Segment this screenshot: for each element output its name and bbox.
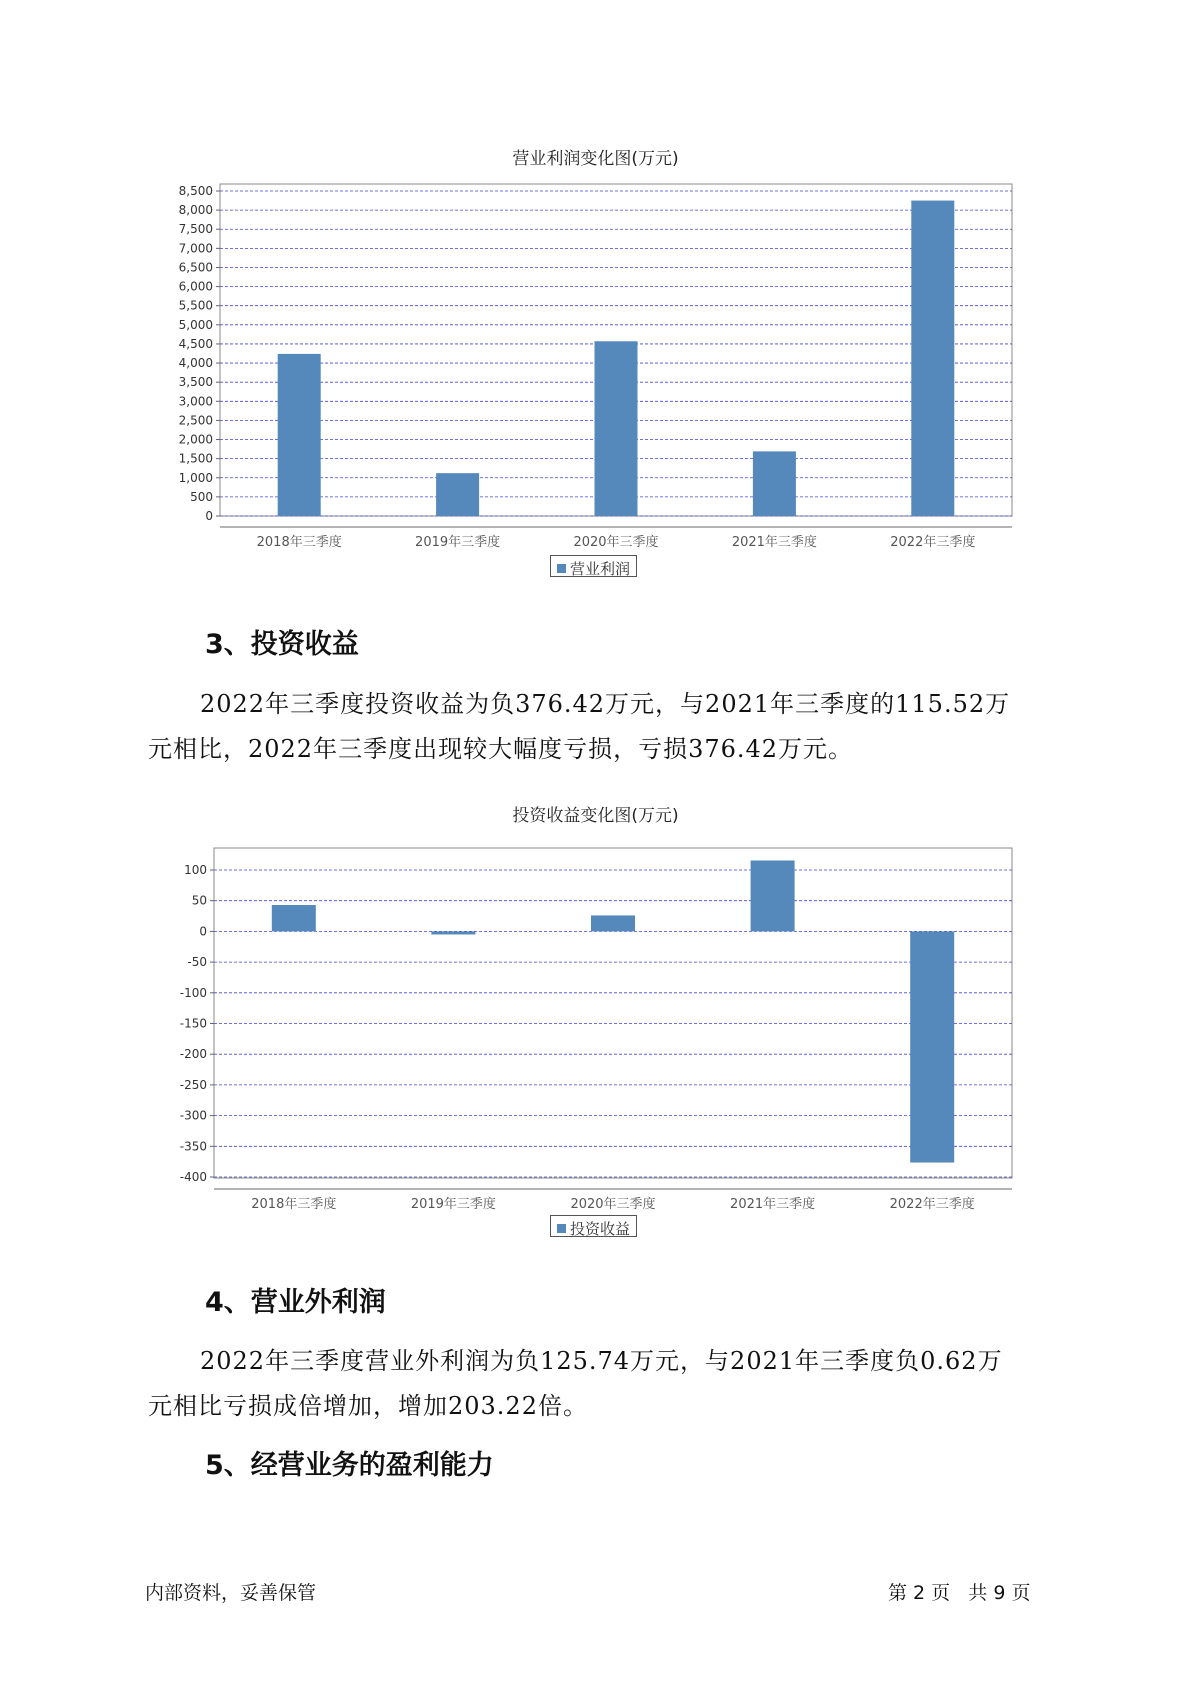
bar [272,905,316,931]
y-tick-label: -400 [179,1170,207,1184]
bar [591,915,635,931]
x-tick-label: 2019年三季度 [415,535,501,550]
y-tick-label: -200 [179,1047,207,1062]
legend-swatch [557,564,566,573]
chart2-legend-label: 投资收益 [570,1220,631,1238]
y-tick-label: 6,500 [178,260,213,275]
chart1-legend-label: 营业利润 [570,560,631,578]
y-tick-label: 5,500 [178,298,213,313]
y-tick-label: 4,000 [178,356,213,371]
y-tick-label: 500 [190,489,213,504]
y-tick-label: 1,500 [178,451,213,466]
section3-heading: 3、投资收益 [205,629,359,660]
y-tick-label: 6,000 [178,279,213,294]
section4-line2: 元相比亏损成倍增加，增加203.22倍。 [148,1392,588,1420]
chart2-title: 投资收益变化图(万元) [512,806,679,826]
y-tick-label: 100 [184,863,207,877]
bar [753,451,796,516]
section3-paragraph [148,682,1048,772]
operating-profit-chart [0,170,1191,550]
y-tick-label: 5,000 [178,317,213,332]
y-tick-label: 7,500 [178,222,213,237]
section4-paragraph [148,1339,1048,1429]
y-tick-label: 3,500 [178,375,213,390]
chart2-legend [550,1215,637,1237]
y-tick-label: 50 [191,893,207,908]
investment-income-chart [0,830,1191,1212]
y-tick-label: -50 [187,955,207,970]
y-tick-label: 3,000 [178,394,213,409]
y-tick-label: 4,500 [178,336,213,351]
y-tick-label: 7,000 [178,241,213,256]
legend-swatch [557,1224,566,1233]
y-tick-label: -150 [179,1016,207,1031]
x-tick-label: 2018年三季度 [256,535,342,550]
y-tick-label: -350 [179,1139,207,1154]
plot-area [214,848,1012,1178]
chart1-legend [550,555,637,577]
footer-page-number: 第 2 页 共 9 页 [888,1582,1031,1604]
x-tick-label: 2021年三季度 [730,1197,816,1212]
bar [278,354,321,516]
y-tick-label: -100 [179,985,207,1000]
y-tick-label: 2,000 [178,432,213,447]
section4-line1: 2022年三季度营业外利润为负125.74万元，与2021年三季度负0.62万 [200,1347,1003,1375]
x-tick-label: 2022年三季度 [890,535,976,550]
x-tick-label: 2020年三季度 [570,1197,656,1212]
x-tick-label: 2018年三季度 [251,1197,337,1212]
x-tick-label: 2019年三季度 [410,1197,496,1212]
y-tick-label: 8,500 [178,184,213,198]
y-tick-label: 0 [199,924,207,939]
section5-heading: 5、经营业务的盈利能力 [205,1450,494,1481]
section3-line2: 元相比，2022年三季度出现较大幅度亏损，亏损376.42万元。 [148,735,854,763]
y-tick-label: -250 [179,1077,207,1092]
bar [751,860,795,931]
y-tick-label: 1,000 [178,470,213,485]
bar [911,201,954,516]
y-tick-label: 8,000 [178,203,213,218]
x-tick-label: 2021年三季度 [731,535,817,550]
bar [595,341,638,516]
section3-line1: 2022年三季度投资收益为负376.42万元，与2021年三季度的115.52万 [200,690,1011,718]
chart1-title: 营业利润变化图(万元) [512,149,679,169]
bar [431,931,475,934]
y-tick-label: -300 [179,1108,207,1123]
x-tick-label: 2020年三季度 [573,535,659,550]
bar [910,931,954,1162]
footer-confidential: 内部资料，妥善保管 [145,1582,317,1604]
x-tick-label: 2022年三季度 [889,1197,975,1212]
y-tick-label: 2,500 [178,413,213,428]
section4-heading: 4、营业外利润 [205,1287,386,1318]
y-tick-label: 0 [205,509,213,523]
bar [436,473,479,516]
